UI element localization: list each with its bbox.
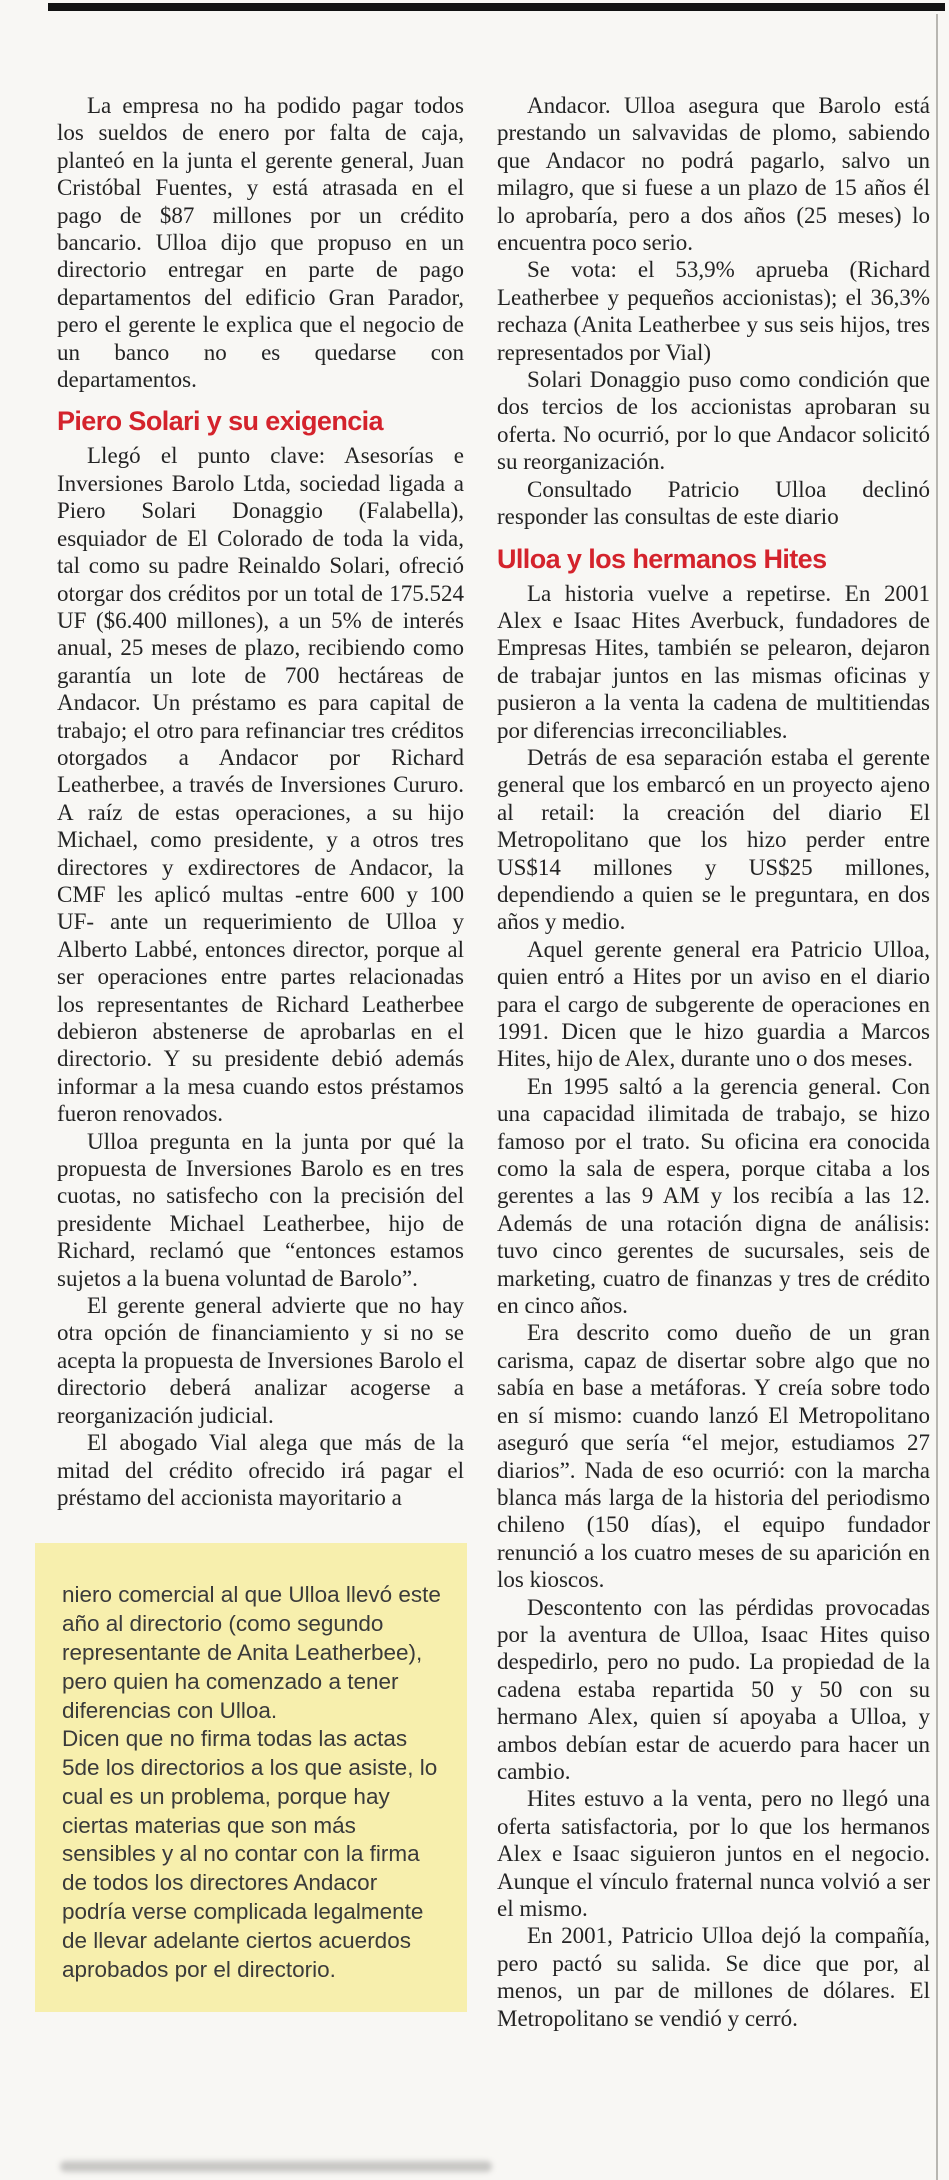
body-paragraph: Ulloa pregunta en la junta por qué la propuesta de Inversiones Barolo es en tres cuotas, no satisfecho con la precisión del presidente Michael Leatherbee, hijo de Richard, reclamó que “entonces estamos sujetos a la buena voluntad de Barolo”. (57, 1128, 464, 1291)
body-paragraph: Solari Donaggio puso como condición que dos tercios de los accionistas aprobaran su oferta. No ocurrió, por lo que Andacor solicitó su reorganización. (497, 367, 930, 475)
section-heading-piero-solari: Piero Solari y su exigencia (57, 406, 383, 437)
body-paragraph: Andacor. Ulloa asegura que Barolo está prestando un salvavidas de plomo, sabiendo que Andacor no podrá pagarlo, salvo un milagro, que si fuese a un plazo de 15 años él lo aprobaría, pero a dos años (25 meses) lo encuentra poco serio. (497, 93, 930, 256)
body-paragraph: Consultado Patricio Ulloa declinó responder las consultas de este diario (497, 476, 930, 530)
top-divider-rule (48, 3, 945, 11)
body-paragraph: Hites estuvo a la venta, pero no llegó una oferta satisfactoria, por lo que los hermanos Alex e Isaac siguieron juntos en el negocio. Aunque el vínculo fraternal nunca volvió a ser el mismo. (497, 1786, 930, 1921)
body-paragraph: La historia vuelve a repetirse. En 2001 Alex e Isaac Hites Averbuck, fundadores de Empresas Hites, también se pelearon, dejaron de trabajar juntos en las mismas oficinas y pusieron a la venta la cadena de multitiendas por diferencias irreconciliables. (497, 580, 930, 743)
body-paragraph: Aquel gerente general era Patricio Ulloa, quien entró a Hites por un aviso en el diario para el cargo de subgerente de operaciones en 1991. Dicen que le hizo guardia a Marcos Hites, hijo de Alex, durante uno o dos meses. (497, 936, 930, 1072)
right-column (497, 92, 930, 2032)
body-paragraph: Se vota: el 53,9% aprueba (Richard Leatherbee y pequeños accionistas); el 36,3% rechaza (Anita Leatherbee y sus seis hijos, tres representados por Vial) (497, 257, 930, 365)
body-paragraph: El abogado Vial alega que más de la mitad del crédito ofrecido irá pagar el préstamo del accionista mayoritario a (57, 1430, 464, 1510)
note-paragraph: Dicen que no firma todas las actas 5de los directorios a los que asiste, lo cual es un problema, porque hay ciertas materias que son más sensibles y al no contar con la firma de todos los directores Andacor podría verse complicada legalmente de llevar adelante ciertos acuerdos aprobados por el directorio. (62, 1726, 438, 1982)
page-edge-rule (936, 14, 938, 2180)
section-heading-ulloa-hites: Ulloa y los hermanos Hites (497, 543, 827, 574)
body-paragraph: Descontento con las pérdidas provocadas por la aventura de Ulloa, Isaac Hites quiso despedirlo, pero no pudo. La propiedad de la cadena estaba repartida 50 y 50 con su hermano Alex, quien sí apoyaba a Ulloa, y ambos debían estar de acuerdo para hacer un cambio. (497, 1594, 930, 1784)
highlight-note-box (35, 1543, 467, 2012)
body-paragraph: En 2001, Patricio Ulloa dejó la compañía, pero pactó su salida. Se dice que por, al menos, un par de millones de dólares. El Metropolitano se vendió y cerró. (497, 1923, 930, 2031)
note-paragraph: niero comercial al que Ulloa llevó este año al directorio (como segundo representante de Anita Leatherbee), pero quien ha comenzado a tener diferencias con Ulloa. (62, 1582, 441, 1723)
body-paragraph: Era descrito como dueño de un gran carisma, capaz de disertar sobre algo que no sabía en base a metáforas. Y creía sobre todo en sí mismo: cuando lanzó El Metropolitano aseguró que sería “el mejor, estudiamos 27 diarios”. Nada de eso ocurrió: con la marcha blanca más larga de la historia del periodismo chileno (150 días), el equipo fundador renunció a los cuatro meses de su aparición en los kioscos. (497, 1320, 930, 1593)
body-paragraph: En 1995 saltó a la gerencia general. Con una capacidad ilimitada de trabajo, se hizo famoso por el trato. Su oficina era conocida como la sala de espera, porque citaba a los gerentes a las 9 AM y los recibía a las 12. Además de una rotación digna de análisis: tuvo cinco gerentes de sucursales, seis de marketing, cuatro de finanzas y tres de crédito en cinco años. (497, 1073, 930, 1319)
body-paragraph: La empresa no ha podido pagar todos los sueldos de enero por falta de caja, planteó en la junta el gerente general, Juan Cristóbal Fuentes, y está atrasada en el pago de $87 millones por un crédito bancario. Ulloa dijo que propuso en un directorio entregar en parte de pago departamentos del edificio Gran Parador, pero el gerente le explica que el negocio de un banco no es quedarse con departamentos. (57, 93, 464, 393)
body-paragraph: Llegó el punto clave: Asesorías e Inversiones Barolo Ltda, sociedad ligada a Piero Solari Donaggio (Falabella), esquiador de El Colorado de toda la vida, tal como su padre Reinaldo Solari, ofreció otorgar dos créditos por un total de 175.524 UF ($6.400 millones), a un 5% de interés anual, 25 meses de plazo, recibiendo como garantía un lote de 700 hectáreas de Andacor. Un préstamo es para capital de trabajo; el otro para refinanciar tres créditos otorgados a Andacor por Richard Leatherbee, a través de Inversiones Cururo. A raíz de estas operaciones, a su hijo Michael, como presidente, y a otros tres directores y exdirectores de Andacor, la CMF les aplicó multas -entre 600 y 100 UF- ante un requerimiento de Ulloa y Alberto Labbé, entonces director, porque al ser operaciones entre partes relacionadas los representantes de Richard Leatherbee debieron abstenerse de aprobarlas en el directorio. Y su presidente debió además informar a la mesa cuando estos préstamos fueron renovados. (57, 443, 464, 1127)
body-paragraph: Detrás de esa separación estaba el gerente general que los embarcó en un proyecto ajeno al retail: la creación del diario El Metropolitano que los hizo perder entre US$14 millones y US$25 millones, dependiendo a quien se le preguntara, en dos años y medio. (497, 744, 930, 935)
left-column (57, 92, 464, 2012)
body-paragraph: El gerente general advierte que no hay otra opción de financiamiento y si no se acepta la propuesta de Inversiones Barolo el directorio deberá analizar acogerse a reorganización judicial. (57, 1293, 464, 1428)
scan-artifact (60, 2161, 492, 2172)
